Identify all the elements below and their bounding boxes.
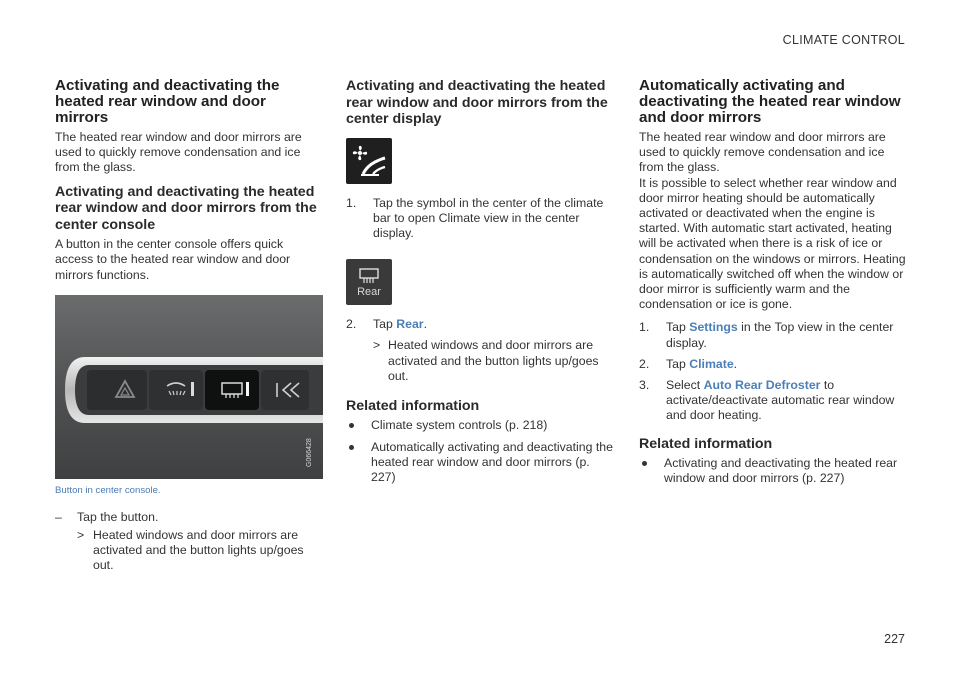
center-console-photo	[55, 295, 323, 479]
step-list	[346, 196, 616, 242]
related-item[interactable]	[346, 440, 616, 486]
result-marker: >	[77, 527, 85, 542]
section-header: CLIMATE CONTROL	[782, 33, 905, 47]
bullet	[349, 445, 354, 450]
step-text-pre: Select	[666, 378, 704, 393]
dash-marker: –	[55, 509, 62, 524]
related-link[interactable]: Climate system controls (p. 218)	[371, 418, 548, 433]
column-automatic	[639, 78, 909, 493]
step-2	[346, 317, 616, 332]
step-1	[346, 196, 616, 242]
section-title: Activating and deactivating the heated rear window and door mirrors	[55, 77, 280, 126]
climate-highlight: Climate	[689, 356, 734, 371]
related-title: Related information	[639, 435, 773, 452]
step-item	[55, 510, 323, 525]
step-number: 2.	[346, 317, 357, 332]
step-text-post: in the Top view in the center display.	[666, 320, 894, 350]
subsection-title: Activating and deactivating the heated rear window and door mirrors from the center console	[55, 183, 317, 233]
figure-caption: Button in center console.	[55, 484, 161, 496]
related-link[interactable]: Automatically activating and deactivating the heated rear window and door mirrors (p. 227)	[371, 439, 613, 485]
step-text-post: .	[423, 317, 428, 332]
column-center-console	[55, 78, 323, 580]
result-item	[55, 528, 323, 574]
intro-paragraph: The heated rear window and door mirrors are used to quickly remove condensation and ice from the glass.	[55, 130, 302, 175]
step-text-pre: Tap	[666, 320, 690, 335]
result-text: Heated windows and door mirrors are activated and the button lights up/goes out.	[93, 527, 304, 573]
related-title: Related information	[346, 397, 480, 414]
result-item	[346, 338, 616, 384]
step-number: 1.	[346, 195, 357, 210]
related-link[interactable]: Activating and deactivating the heated rear window and door mirrors (p. 227)	[664, 456, 898, 486]
step-number: 2.	[639, 356, 650, 371]
step-text-post: .	[733, 356, 738, 371]
body-paragraph: It is possible to select whether rear window and door mirror heating should be automatically activated or deactivated when the engine is started. With automatic start activated, heating will be activated when there is a risk of ice or condensation on the windows or mirrors. Heating is automatically switched off when the window or door mirror is sufficiently warm and the condensation or ice is gone.	[639, 175, 906, 312]
column-center-display	[346, 78, 616, 491]
step-text: Tap the symbol in the center of the climate bar to open Climate view in the center display.	[373, 195, 604, 240]
section-title: Activating and deactivating the heated rear window and door mirrors from the center display	[346, 78, 608, 127]
auto-rear-defroster-highlight: Auto Rear Defroster	[703, 378, 821, 393]
page-number: 227	[884, 632, 905, 646]
result-marker: >	[373, 338, 381, 353]
fan-airflow-icon	[346, 138, 392, 184]
body-paragraph: A button in the center console offers quick access to the heated rear window and door mirrors functions.	[55, 237, 291, 282]
figure-code: G066428	[306, 437, 313, 467]
step-text-post: to activate/deactivate automatic rear window and door heating.	[666, 378, 895, 423]
step-number: 3.	[639, 378, 650, 393]
step-list	[639, 320, 909, 423]
step-1	[639, 320, 909, 350]
related-item[interactable]	[346, 418, 616, 433]
related-list	[346, 418, 616, 485]
section-title: Automatically activating and deactivating the heated rear window and door mirrors	[639, 77, 901, 126]
related-item[interactable]	[639, 456, 909, 486]
rear-defrost-icon	[346, 259, 392, 305]
step-3	[639, 378, 909, 424]
rear-icon-label: Rear	[357, 285, 381, 298]
step-text-pre: Tap	[666, 356, 690, 371]
settings-highlight: Settings	[689, 320, 738, 335]
step-text: Tap the button.	[77, 509, 159, 524]
step-list	[346, 317, 616, 332]
step-2	[639, 357, 909, 372]
step-text-pre: Tap	[373, 317, 397, 332]
intro-paragraph: The heated rear window and door mirrors are used to quickly remove condensation and ice from the glass.	[639, 130, 886, 175]
related-list	[639, 456, 909, 486]
bullet	[642, 461, 647, 466]
step-number: 1.	[639, 320, 650, 335]
bullet	[349, 423, 354, 428]
rear-highlight: Rear	[396, 317, 424, 332]
result-text: Heated windows and door mirrors are activated and the button lights up/goes out.	[388, 338, 599, 383]
